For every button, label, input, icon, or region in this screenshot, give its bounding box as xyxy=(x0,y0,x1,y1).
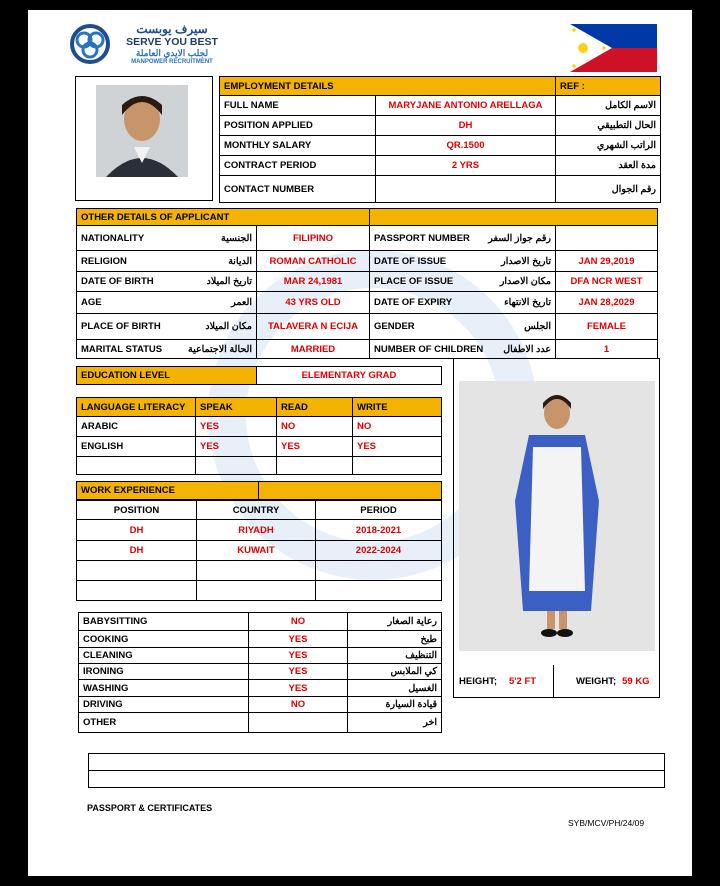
height-label: HEIGHT; xyxy=(459,675,497,687)
other-label-en: PLACE OF BIRTH xyxy=(81,321,161,332)
philippines-flag-icon xyxy=(570,24,657,72)
other-value-left: FILIPINO xyxy=(256,225,370,251)
language-level xyxy=(195,456,277,475)
skill-label-arabic: رعاية الصغار xyxy=(347,612,442,631)
other-label-ar: الجنسية xyxy=(221,232,252,244)
language-level xyxy=(276,456,353,475)
work-cell: DH xyxy=(76,540,197,561)
skill-value: YES xyxy=(248,663,348,680)
other-label-left xyxy=(76,313,257,340)
skill-label: WASHING xyxy=(78,679,249,697)
other-details-header-right xyxy=(369,208,658,226)
other-value-left: ROMAN CATHOLIC xyxy=(256,250,370,272)
other-label-right xyxy=(369,291,556,314)
other-label-ar: تاريخ الاصدار xyxy=(501,255,551,267)
language-level: YES xyxy=(276,436,353,457)
skill-value: YES xyxy=(248,630,348,648)
employment-label-arabic: الراتب الشهري xyxy=(555,135,661,156)
skill-value: YES xyxy=(248,647,348,664)
skill-label-arabic: الغسيل xyxy=(347,679,442,697)
employment-label: POSITION APPLIED xyxy=(219,115,376,136)
other-label-ar: الديانة xyxy=(228,255,252,267)
employment-label: CONTACT NUMBER xyxy=(219,175,376,203)
passport-certificates-label: PASSPORT & CERTIFICATES xyxy=(87,803,213,813)
remarks-line-1 xyxy=(88,753,665,771)
employment-header: EMPLOYMENT DETAILS xyxy=(219,76,556,96)
employment-label-arabic: الاسم الكامل xyxy=(555,95,661,116)
other-label-ar: العمر xyxy=(231,297,252,308)
work-cell xyxy=(76,560,197,581)
other-label-en: NUMBER OF CHILDREN xyxy=(374,343,484,355)
skill-label: IRONING xyxy=(78,663,249,680)
education-label: EDUCATION LEVEL xyxy=(76,366,257,385)
company-logo-text xyxy=(112,22,232,65)
work-cell xyxy=(196,560,316,581)
language-level: YES xyxy=(195,436,277,457)
other-label-en: PASSPORT NUMBER xyxy=(374,232,470,244)
skill-label: BABYSITTING xyxy=(78,612,249,631)
employment-value xyxy=(375,175,556,203)
height-value: 5'2 FT xyxy=(509,675,537,687)
other-label-ar: عدد الاطفال xyxy=(503,343,551,355)
other-label-right xyxy=(369,250,556,272)
other-label-en: AGE xyxy=(81,297,102,308)
skill-label: DRIVING xyxy=(78,696,249,713)
employment-label: MONTHLY SALARY xyxy=(219,135,376,156)
company-logo-icon xyxy=(70,24,110,64)
skill-value: YES xyxy=(248,679,348,697)
language-header: WRITE xyxy=(352,397,442,417)
weight-value: 59 KG xyxy=(622,675,650,687)
other-label-en: RELIGION xyxy=(81,255,127,267)
other-label-ar: مكان الميلاد xyxy=(205,321,252,332)
other-label-right xyxy=(369,339,556,359)
document-code: SYB/MCV/PH/24/09 xyxy=(568,818,645,828)
other-value-right: DFA NCR WEST xyxy=(555,271,658,292)
other-label-ar: الجلس xyxy=(524,321,551,332)
weight-label: WEIGHT; xyxy=(576,675,617,687)
language-name: ENGLISH xyxy=(76,436,196,457)
other-label-left xyxy=(76,291,257,314)
other-label-left xyxy=(76,271,257,292)
weight-field xyxy=(554,665,660,697)
employment-value: DH xyxy=(375,115,556,136)
other-label-en: MARITAL STATUS xyxy=(81,343,163,355)
other-label-left xyxy=(76,225,257,251)
employment-label-arabic: الحال التطبيقي xyxy=(555,115,661,136)
language-level: NO xyxy=(352,416,442,437)
language-name: ARABIC xyxy=(76,416,196,437)
language-header: LANGUAGE LITERACY xyxy=(76,397,196,417)
remarks-line-2 xyxy=(88,770,665,788)
work-column-header: POSITION xyxy=(76,500,197,520)
logo-arabic-sub: لجلب الايدي العاملة xyxy=(135,48,209,58)
skill-label: COOKING xyxy=(78,630,249,648)
logo-arabic: سيرف يوبست xyxy=(136,22,208,36)
work-column-header: COUNTRY xyxy=(196,500,316,520)
work-cell: KUWAIT xyxy=(196,540,316,561)
other-label-right xyxy=(369,225,556,251)
skill-value xyxy=(248,712,348,733)
other-value-right: 1 xyxy=(555,339,658,359)
work-cell xyxy=(315,580,442,601)
work-cell xyxy=(76,580,197,601)
language-header: READ xyxy=(276,397,353,417)
work-cell xyxy=(196,580,316,601)
language-level xyxy=(352,456,442,475)
photo-frame xyxy=(75,76,213,201)
applicant-full-photo xyxy=(459,381,655,651)
employment-value: QR.1500 xyxy=(375,135,556,156)
employment-bottom-rule xyxy=(219,202,661,203)
other-label-left xyxy=(76,339,257,359)
employment-label: CONTRACT PERIOD xyxy=(219,155,376,176)
other-value-left: 43 YRS OLD xyxy=(256,291,370,314)
employment-label: FULL NAME xyxy=(219,95,376,116)
work-experience-header: WORK EXPERIENCE xyxy=(76,481,259,500)
language-level: NO xyxy=(276,416,353,437)
other-value-right: JAN 28,2029 xyxy=(555,291,658,314)
education-value: ELEMENTARY GRAD xyxy=(256,366,442,385)
other-value-right: JAN 29,2019 xyxy=(555,250,658,272)
logo-tag: MANPOWER RECRUITMENT xyxy=(131,59,213,65)
employment-value: MARYJANE ANTONIO ARELLAGA xyxy=(375,95,556,116)
skill-label-arabic: كي الملابس xyxy=(347,663,442,680)
skill-value: NO xyxy=(248,696,348,713)
skill-label: OTHER xyxy=(78,712,249,733)
other-value-right: FEMALE xyxy=(555,313,658,340)
other-label-ar: تاريخ الميلاد xyxy=(206,276,252,287)
work-column-header: PERIOD xyxy=(315,500,442,520)
work-cell: 2022-2024 xyxy=(315,540,442,561)
other-details-header: OTHER DETAILS OF APPLICANT xyxy=(76,208,370,226)
language-level: YES xyxy=(352,436,442,457)
other-label-ar: تاريخ الانتهاء xyxy=(504,297,551,308)
language-name xyxy=(76,456,196,475)
other-label-ar: الحالة الاجتماعية xyxy=(188,343,252,355)
ref-label: REF : xyxy=(555,76,661,96)
skill-label-arabic: التنظيف xyxy=(347,647,442,664)
full-photo-frame xyxy=(453,358,660,698)
other-label-right xyxy=(369,271,556,292)
work-cell xyxy=(315,560,442,581)
other-label-left xyxy=(76,250,257,272)
other-label-en: NATIONALITY xyxy=(81,232,145,244)
other-label-ar: رقم جواز السفر xyxy=(488,232,551,244)
other-label-en: DATE OF EXPIRY xyxy=(374,297,453,308)
cv-page xyxy=(28,10,692,876)
skill-label-arabic: قيادة السيارة xyxy=(347,696,442,713)
other-value-left: MAR 24,1981 xyxy=(256,271,370,292)
work-cell: DH xyxy=(76,519,197,541)
employment-value: 2 YRS xyxy=(375,155,556,176)
other-label-right xyxy=(369,313,556,340)
language-level: YES xyxy=(195,416,277,437)
other-value-left: MARRIED xyxy=(256,339,370,359)
work-cell: RIYADH xyxy=(196,519,316,541)
other-label-en: DATE OF ISSUE xyxy=(374,255,447,267)
language-header: SPEAK xyxy=(195,397,277,417)
other-label-en: PLACE OF ISSUE xyxy=(374,276,454,287)
other-value-right xyxy=(555,225,658,251)
other-value-left: TALAVERA N ECIJA xyxy=(256,313,370,340)
skill-label: CLEANING xyxy=(78,647,249,664)
other-label-ar: مكان الاصدار xyxy=(499,276,551,287)
work-cell: 2018-2021 xyxy=(315,519,442,541)
work-experience-header-right xyxy=(258,481,442,500)
height-field xyxy=(454,665,554,697)
other-label-en: DATE OF BIRTH xyxy=(81,276,154,287)
skill-label-arabic: طبخ xyxy=(347,630,442,648)
skill-value: NO xyxy=(248,612,348,631)
employment-label-arabic: مدة العقد xyxy=(555,155,661,176)
logo-name: SERVE YOU BEST xyxy=(126,36,218,48)
skill-label-arabic: اخر xyxy=(347,712,442,733)
employment-label-arabic: رقم الجوال xyxy=(555,175,661,203)
other-label-en: GENDER xyxy=(374,321,415,332)
applicant-headshot xyxy=(96,85,188,177)
